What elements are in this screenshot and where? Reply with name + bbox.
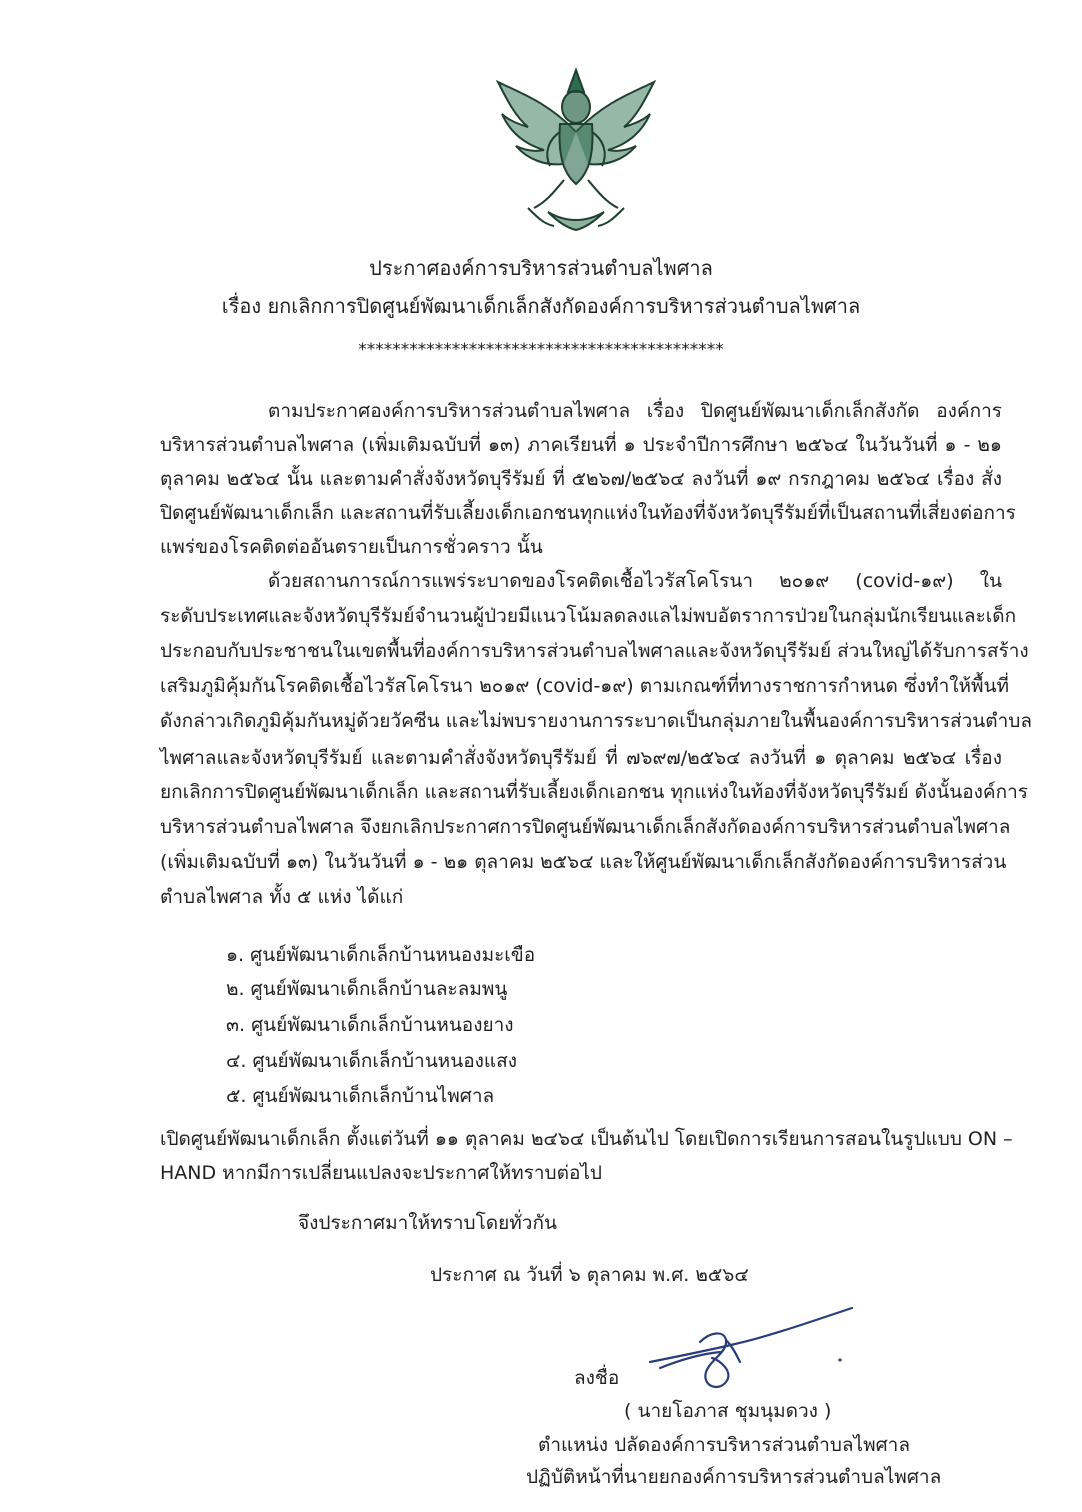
signer-name: ( นายโอภาส ชุมนุมดวง ): [624, 1400, 832, 1422]
paragraph-2-line: ด้วยสถานการณ์การแพร่ระบาดของโรคติดเชื้อไวรัสโคโรนา ๒๐๑๙ (covid-๑๙) ใน: [268, 570, 1002, 592]
paragraph-2-line: ตำบลไพศาล ทั้ง ๕ แห่ง ได้แก่: [160, 886, 404, 908]
paragraph-3-line: เปิดศูนย์พัฒนาเด็กเล็ก ตั้งแต่วันที่ ๑๑ ตุลาคม ๒๔๖๔ เป็นต้นไป โดยเปิดการเรียนการสอนในรูปแบบ ON –: [160, 1128, 1013, 1150]
paragraph-1-line: ปิดศูนย์พัฒนาเด็กเล็ก และสถานที่รับเลี้ยงเด็กเอกชนทุกแห่งในท้องที่จังหวัดบุรีรัมย์ที่เป็นสถานที่เสี่ยงต่อการ: [160, 502, 1016, 524]
paragraph-2-line: (เพิ่มเติมฉบับที่ ๑๓) ในวันวันที่ ๑ - ๒๑ ตุลาคม ๒๕๖๔ และให้ศูนย์พัฒนาเด็กเล็กสังกัดองค์การบริหารส่วน: [160, 851, 1007, 873]
paragraph-2-line: ดังกล่าวเกิดภูมิคุ้มกันหมู่ด้วยวัคซีน และไม่พบรายงานการระบาดเป็นกลุ่มภายในพื้นองค์การบริหารส่วนตำบล: [160, 710, 1032, 732]
closing-statement: จึงประกาศมาให้ทราบโดยทั่วกัน: [298, 1212, 557, 1234]
announcement-title: ประกาศองค์การบริหารส่วนตำบลไพศาล: [369, 256, 713, 280]
center-list-item: ๔. ศูนย์พัฒนาเด็กเล็กบ้านหนองแสง: [226, 1050, 518, 1072]
center-list-item: ๑. ศูนย์พัฒนาเด็กเล็กบ้านหนองมะเขือ: [226, 944, 536, 966]
separator-line: *******************************************: [358, 340, 724, 360]
garuda-emblem: [488, 62, 664, 232]
paragraph-1-line: บริหารส่วนตำบลไพศาล (เพิ่มเติมฉบับที่ ๑๓) ภาคเรียนที่ ๑ ประจำปีการศึกษา ๒๕๖๔ ในวันวันที่ ๑ - ๒๑: [160, 434, 1002, 456]
paragraph-1-line: ตามประกาศองค์การบริหารส่วนตำบลไพศาล เรื่อง ปิดศูนย์พัฒนาเด็กเล็กสังกัด องค์การ: [268, 400, 1002, 422]
paragraph-2-line: ยกเลิกการปิดศูนย์พัฒนาเด็กเล็ก และสถานที่รับเลี้ยงเด็กเอกชน ทุกแห่งในท้องที่จังหวัดบุรีรัมย์ ดังนั้นองค์การ: [160, 781, 1029, 803]
signer-acting-role: ปฏิบัติหน้าที่นายยกองค์การบริหารส่วนตำบลไพศาล: [526, 1466, 942, 1488]
announcement-date: ประกาศ ณ วันที่ ๖ ตุลาคม พ.ศ. ๒๕๖๔: [430, 1264, 749, 1286]
paragraph-2-line: บริหารส่วนตำบลไพศาล จึงยกเลิกประกาศการปิดศูนย์พัฒนาเด็กเล็กสังกัดองค์การบริหารส่วนตำบลไพศาล: [160, 816, 1011, 838]
center-list-item: ๒. ศูนย์พัฒนาเด็กเล็กบ้านละลมพนู: [226, 978, 508, 1000]
paragraph-2-line: ประกอบกับประชาชนในเขตพื้นที่องค์การบริหารส่วนตำบลไพศาลและจังหวัดบุรีรัมย์ ส่วนใหญ่ได้รับการสร้าง: [160, 640, 1029, 662]
paragraph-1-line: แพร่ของโรคติดต่ออันตรายเป็นการชั่วคราว นั้น: [160, 536, 543, 558]
signer-position: ตำแหน่ง ปลัดองค์การบริหารส่วนตำบลไพศาล: [538, 1434, 910, 1456]
paragraph-3-line: HAND หากมีการเปลี่ยนแปลงจะประกาศให้ทราบต่อไป: [160, 1162, 602, 1184]
handwritten-signature: [640, 1302, 860, 1402]
paragraph-2-line: ระดับประเทศและจังหวัดบุรีรัมย์จำนวนผู้ป่วยมีแนวโน้มลดลงแลไม่พบอัตราการป่วยในกลุ่มนักเรียนและเด็ก: [160, 605, 1017, 627]
center-list-item: ๓. ศูนย์พัฒนาเด็กเล็กบ้านหนองยาง: [226, 1014, 514, 1036]
center-list-item: ๕. ศูนย์พัฒนาเด็กเล็กบ้านไพศาล: [226, 1085, 495, 1107]
paragraph-1-line: ตุลาคม ๒๕๖๔ นั้น และตามคำสั่งจังหวัดบุรีรัมย์ ที่ ๕๒๖๗/๒๕๖๔ ลงวันที่ ๑๙ กรกฎาคม ๒๕๖๔ เรื่อง สั่ง: [160, 468, 1002, 490]
paragraph-2-line: ไพศาลและจังหวัดบุรีรัมย์ และตามคำสั่งจังหวัดบุรีรัมย์ ที่ ๗๖๙๗/๒๕๖๔ ลงวันที่ ๑ ตุลาคม ๒๕๖๔ เรื่อง: [160, 747, 1002, 769]
announcement-subject: เรื่อง ยกเลิกการปิดศูนย์พัฒนาเด็กเล็กสังกัดองค์การบริหารส่วนตำบลไพศาล: [221, 294, 861, 318]
paragraph-2-line: เสริมภูมิคุ้มกันโรคติดเชื้อไวรัสโคโรนา ๒๐๑๙ (covid-๑๙) ตามเกณฑ์ที่ทางราชการกำหนด ซึ่งทำให้พื้นที่: [160, 675, 1010, 697]
sign-label: ลงชื่อ: [574, 1367, 620, 1389]
